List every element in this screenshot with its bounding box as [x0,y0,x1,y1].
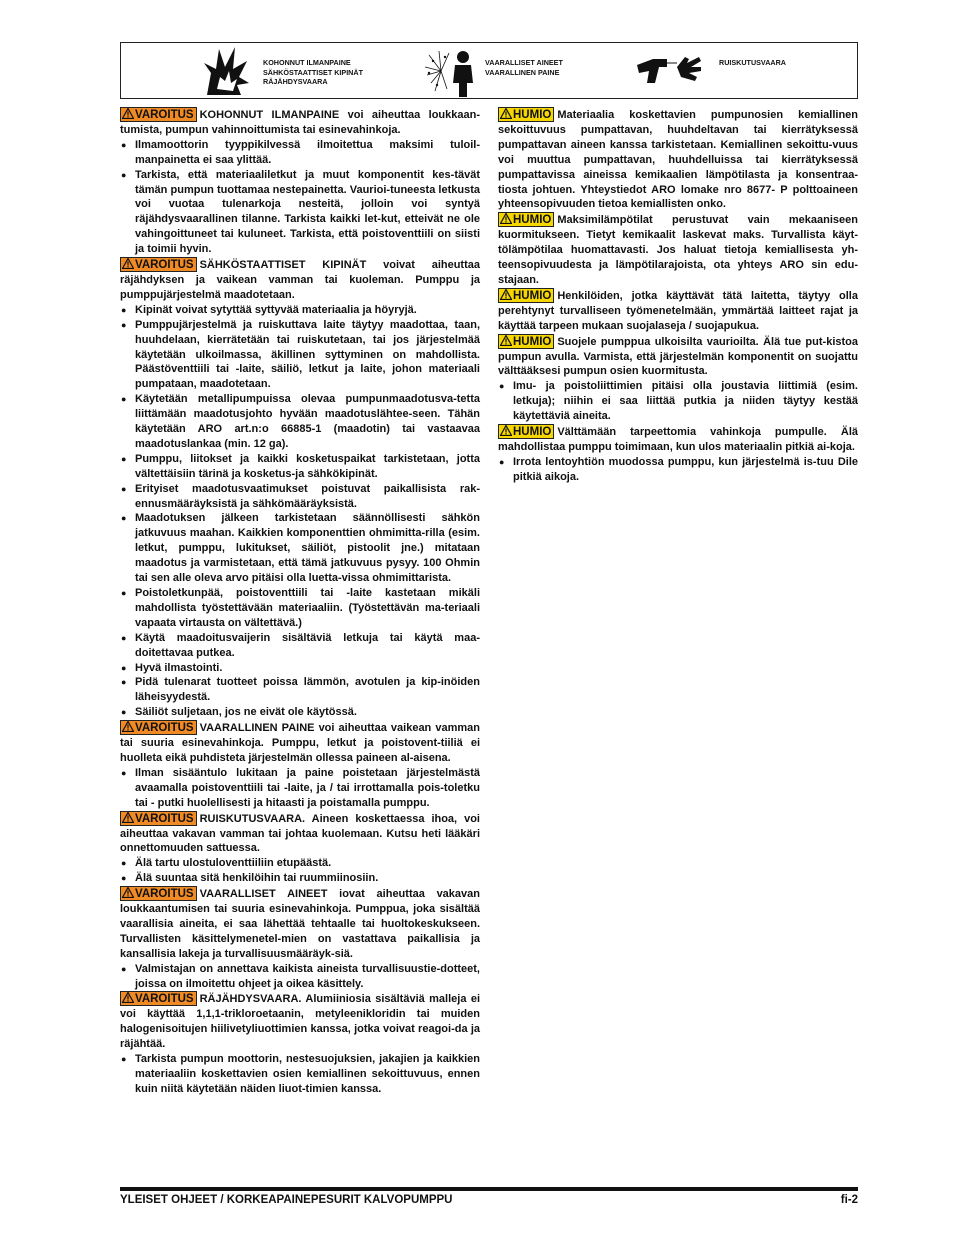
warning-badge [120,720,197,735]
caution-label: HUMIO [513,214,552,227]
hazard-header [120,42,858,99]
footer-title: YLEISET OHJEET / KORKEAPAINEPESURIT KALVOPUMPPU [120,1194,453,1206]
paragraph: Suojele pumppua ulkoisilta vaurioilta. Älä tue put-kistoa pumpun avulla. Varmista, että järjestelmän komponentit on suojattu välttääksesi pumpun osien kuormitusta. [498,335,858,378]
list-item: ● Hyvä ilmastointi. [120,661,480,676]
left-column [120,107,480,1097]
warning-label: VAROITUS [135,993,194,1006]
caution-badge [498,107,554,122]
paragraph: VAARALLISET AINEET iovat aiheuttaa vakavan loukkaantumisen tai suuria esinevahinkoja. Pumppua, joka sisältää vaarallisia aineita, ei saa lähettää tehtaalle tai huoltokeskukseen. Turvallisten käsittelymenetel-mien on vastattava paikallisia ja kansallisia lakeja ja turvallisuusmääräyk-siä. [120,888,480,960]
header-label: KOHONNUT ILMANPAINE [263,58,351,67]
list-item: ● Kipinät voivat sytyttää syttyvää materiaalia ja höyryjä. [120,303,480,318]
list-item: ● Käytetään metallipumpuissa olevaa pumpunmaadotusva-tetta liittämään maadotusjohto hyvään maadotuslähtee-seen. Tähän käytetään ARO art.n:o 66885-1 (maadotin) tai vastaavaa maadotuslankaa (min. 12 ga). [120,392,480,452]
paragraph: RÄJÄHDYSVAARA. Alumiiniosia sisältäviä malleja ei voi käyttää 1,1,1-trikloroetaanin, metyleenikloridin tai muiden halogenisoitujen hiilivetyliuottimien kanssa, jotka voivat reagoi-da ja räjähtää. [120,993,480,1051]
warning-triangle-icon [122,108,134,119]
paragraph: Materiaalia koskettavien pumpunosien kemiallinen sekoittuvuus pumpattavan, huuhdeltavan tai kierrätyksessä pumpattavan aineen kanssa tarkistetaan. Kemiallinen sekoittu-vuus voi muuttua pumpattavan, huuhdelluissa tai kierrätyksessä pumpattavissa aineissa kemikaalien lämpötilasta ja konsentraa-tiosta johtuen. Yhteystiedot ARO lomake nro 8677- P polttoaineen yhteensopivuuden tietoa kemiallisten onko. [498,109,858,211]
list-item: ● Maadotuksen jälkeen tarkistetaan säännöllisesti sähkön jatkuvuus maahan. Kaikkien komponenttien ohmimitta-rilla (esim. letkut, pumppu, lukitukset, säiliöt, pistoolit jne.) mitataan maadotus ja varmistetaan, että tämä jatkuvuus pysyy. 100 Ohmin tai sen alle oleva arvo pitäisi olla luetta-vissa ohmimittarista. [120,511,480,586]
list-item: ● Ilman sisääntulo lukitaan ja paine poistetaan järjestelmästä avaamalla poistoventtiili tai -laite, ja / tai irrottamalla pois-toletku tai - putki huolellisesti ja hitaasti ja poistamalla pumppu. [120,766,480,811]
caution-badge [498,212,554,227]
caution-badge [498,288,554,303]
warning-badge [120,811,197,826]
header-label: SÄHKÖSTAATTISET KIPINÄT [263,67,363,77]
list-item: ● Pidä tulenarat tuotteet poissa lämmön, avotulen ja kip-inöiden läheisyydestä. [120,675,480,705]
warning-label: VAROITUS [135,259,194,272]
paragraph: Välttämään tarpeettomia vahinkoja pumpulle. Älä mahdollistaa pumppu toimimaan, kun ulos materiaalin pitkiä ai-koja. [498,426,858,453]
warning-label: VAROITUS [135,109,194,121]
paragraph: KOHONNUT ILMANPAINE voi aiheuttaa loukkaan-tumista, pumpun vahinnoittumista tai esinevahinkoja. [120,109,480,136]
list-item: ● Tarkista, että materiaaliletkut ja muut komponentit kes-tävät tämän pumpun tuottamaa nestepainetta. Vaurioi-tuneesta letkusta voi vuotaa tulenarkoja nesteitä, jolloin voi syntyä räjähdysvaarallinen tilanne. Tarkista kaikki let-kut, etteivät ne ole vahingoittuneet tai kuluneet. Tarkista, että poistoventtiili on siisti ja toimii hyvin. [120,168,480,257]
warning-triangle-icon [500,425,512,436]
list-item: ● Älä suuntaa sitä henkilöihin tai ruummiinosiin. [120,871,480,886]
caution-badge [498,334,554,349]
list-item: ● Pumppu, liitokset ja kaikki kosketuspaikat tarkistetaan, jotta vältettäisiin tärinä ja kosketus-ja sähkökipinät. [120,452,480,482]
paragraph: SÄHKÖSTAATTISET KIPINÄT voivat aiheuttaa räjähdyksen ja vaikean vamman tai kuoleman. Pumppu ja pumppujärjestelmä maadotetaan. [120,259,480,301]
paragraph: VAARALLINEN PAINE voi aiheuttaa vaikean vamman tai suuria esinevahinkoja. Pumppu, letkut ja poistovent-tiiliä ei huolleta eikä puhdisteta järjestelmän ollessa paineen al-aisena. [120,722,480,764]
list-item: ● Imu- ja poistoliittimien pitäisi olla joustavia liittimiä (esim. letkuja); niihin ei saa liittää putkia ja niiden täytyy kestää käytettäviä aineita. [498,379,858,424]
list-item: ● Poistoletkunpää, poistoventtiili tai -laite kastetaan mikäli mahdollista työstettävään materiaaliin. (Työstettävän ma-teriaali vapaata virtausta on vältettävä.) [120,586,480,631]
paragraph: RUISKUTUSVAARA. Aineen koskettaessa ihoa, voi aiheuttaa vakavan vamman tai johtaa kuolemaan. Kutsu heti lääkäri onnettomuuden sattuessa. [120,812,480,855]
list-item: ● Ilmamoottorin tyyppikilvessä ilmoitettua maksimi tuloil-manpainetta ei saa ylittää. [120,138,480,168]
list-item: ● Käytä maadoitusvaijerin sisältäviä letkuja tai käytä maa-doitettavaa putkea. [120,631,480,661]
warning-triangle-icon [500,213,512,224]
injection-hazard-icon [633,43,703,98]
warning-badge [120,107,197,122]
list-item: ● Tarkista pumpun moottorin, nestesuojuksien, jakajien ja kaikkien materiaaliin koskettavien osien kemiallinen sekoittuvuus, ennen kuin niitä käytetään näiden liuot-timien kanssa. [120,1052,480,1097]
warning-label: VAROITUS [135,812,194,825]
list-item: ● Säiliöt suljetaan, jos ne eivät ole käytössä. [120,705,480,720]
list-item: ● Älä tartu ulostuloventtiiliin etupäästä. [120,856,480,871]
warning-triangle-icon [122,721,134,732]
warning-label: VAROITUS [135,888,194,901]
paragraph: Henkilöiden, jotka käyttävät tätä laitetta, täytyy olla perehtynyt turvalliseen työmenetelmään, ymmärtää laitteet rajat ja käyttää tarpeen mukaan suojalaseja / suojapukua. [498,289,858,332]
list-item: ● Erityiset maadotusvaatimukset poistuvat paikallisista rak-ennusmääräyksistä ja sähkömääräyksistä. [120,482,480,512]
header-label: VAARALLINEN PAINE [485,67,560,77]
paragraph: Maksimilämpötilat perustuvat vain mekaaniseen kuormitukseen. Tietyt kemikaalit laskevat maks. Turvallista käyt-tölämpötilaa huomattavasti. Jos haluat tietoja kemiallisesta yh-teensopivuudesta ja lämpötilarajoista, ota yhteys ARO sin edu-stajaan. [498,214,858,286]
warning-triangle-icon [500,289,512,300]
warning-triangle-icon [500,335,512,346]
warning-badge [120,886,197,901]
caution-label: HUMIO [513,426,552,439]
warning-triangle-icon [122,992,134,1003]
caution-label: HUMIO [513,289,552,302]
hazardous-material-icon [421,43,476,98]
caution-label: HUMIO [513,109,552,121]
warning-label: VAROITUS [135,722,194,735]
header-label: VAARALLISET AINEET [485,58,563,67]
right-column [498,107,858,485]
list-item: ● Pumppujärjestelmä ja ruiskuttava laite täytyy maadottaa, taan, huuhdelaan, kierrätetään tai ruiskutetaan, tai jos järjestelmää käytetään ulkoilmassa, äkillinen syttyminen on mahdollista. Päästöventtiili tai -laite, säiliö, letkut ja laite, johon materiaali pumpataan, maadotetaan. [120,318,480,393]
footer-rule [120,1187,858,1191]
header-label: RUISKUTUSVAARA [719,58,786,67]
warning-triangle-icon [500,108,512,119]
caution-label: HUMIO [513,335,552,348]
explosion-icon [201,43,251,98]
list-item: ● Irrota lentoyhtiön muodossa pumppu, kun järjestelmä is-tuu Dile pitkiä aikoja. [498,455,858,485]
list-item: ● Valmistajan on annettava kaikista aineista turvallisuustie-dotteet, joissa on ilmoitettu ohjeet ja oikea käsittely. [120,962,480,992]
warning-triangle-icon [122,258,134,269]
caution-badge [498,424,554,439]
warning-badge [120,991,197,1006]
warning-triangle-icon [122,887,134,898]
header-label: RÄJÄHDYSVAARA [263,77,328,86]
warning-triangle-icon [122,812,134,823]
page-number: fi-2 [840,1194,858,1206]
warning-badge [120,257,197,272]
